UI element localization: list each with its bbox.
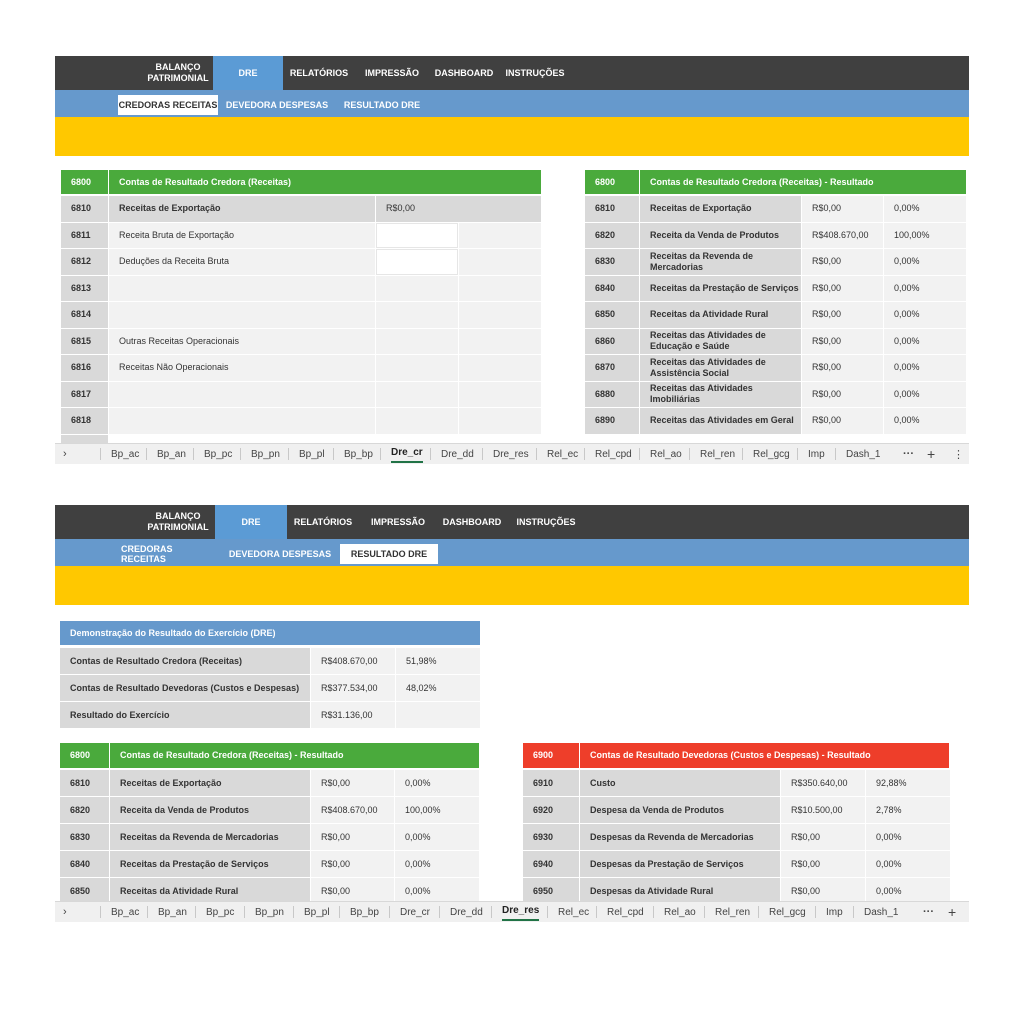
sheet-tab-bar [55, 901, 969, 922]
top-navigation [55, 505, 969, 539]
account-value[interactable] [376, 302, 458, 328]
summary-label: Contas de Resultado Devedoras (Custos e Despesas) [60, 675, 310, 701]
account-code: 6890 [585, 408, 639, 434]
sub-navigation [55, 539, 969, 566]
sheet-tab-imp[interactable]: Imp [826, 906, 843, 918]
tab-separator [853, 906, 854, 918]
account-value-extra[interactable] [459, 408, 541, 434]
account-percent: 0,00% [884, 329, 966, 355]
account-percent: 92,88% [866, 770, 950, 796]
summary-value: R$377.534,00 [311, 675, 395, 701]
tab-separator [704, 906, 705, 918]
tab-separator [333, 448, 334, 460]
tab-separator [536, 448, 537, 460]
subnav-resultado-dre[interactable]: RESULTADO DRE [340, 544, 438, 564]
tab-separator [439, 906, 440, 918]
account-value: R$0,00 [802, 196, 883, 222]
account-code: 6830 [585, 249, 639, 275]
account-label: Despesas da Revenda de Mercadorias [580, 824, 780, 850]
account-code: 6814 [61, 302, 108, 328]
tab-separator [491, 906, 492, 918]
account-code: 6880 [585, 382, 639, 408]
summary-title: Demonstração do Resultado do Exercício (DRE) [60, 621, 480, 645]
tab-separator [547, 906, 548, 918]
sheet-tab-dash-1[interactable]: Dash_1 [864, 906, 899, 918]
account-label: Despesa da Venda de Produtos [580, 797, 780, 823]
table-header-code: 6800 [61, 170, 108, 194]
account-value: R$0,00 [802, 382, 883, 408]
nav-balanco-patrimonial[interactable]: BALANÇO PATRIMONIAL [147, 511, 209, 532]
account-label[interactable]: Deduções da Receita Bruta [109, 249, 375, 275]
subnav-resultado-dre[interactable]: RESULTADO DRE [343, 100, 421, 110]
tab-separator [835, 448, 836, 460]
account-code: 6820 [585, 223, 639, 249]
sheet-tab-bp-pn[interactable]: Bp_pn [255, 906, 284, 918]
subnav-devedora-despesas[interactable]: DEVEDORA DESPESAS [225, 100, 329, 110]
account-percent: 0,00% [884, 276, 966, 302]
yellow-banner [55, 117, 969, 156]
account-code: 6820 [60, 797, 109, 823]
account-value: R$0,00 [781, 851, 865, 877]
sheet-tab-bp-ac[interactable]: Bp_ac [111, 906, 140, 918]
sheet-tab-dre-res[interactable]: Dre_res [502, 902, 539, 921]
account-percent: 0,00% [395, 824, 479, 850]
account-value[interactable]: R$0,00 [376, 196, 541, 222]
account-label: Receitas das Atividades de Educação e Saúde [640, 329, 801, 355]
account-code: 6910 [523, 770, 579, 796]
account-value: R$0,00 [311, 851, 394, 877]
account-value-extra[interactable] [459, 249, 541, 275]
tab-separator [758, 906, 759, 918]
account-label: Receitas da Prestação de Serviços [110, 851, 310, 877]
account-label[interactable] [109, 276, 375, 302]
nav-impressao[interactable]: IMPRESSÃO [364, 67, 419, 78]
account-label: Receitas da Revenda de Mercadorias [110, 824, 310, 850]
account-value-extra[interactable] [459, 302, 541, 328]
account-code: 6870 [585, 355, 639, 381]
account-percent: 0,00% [884, 355, 966, 381]
account-label[interactable]: Outras Receitas Operacionais [109, 329, 375, 355]
tab-separator [147, 906, 148, 918]
summary-label: Contas de Resultado Credora (Receitas) [60, 648, 310, 674]
account-value: R$0,00 [802, 249, 883, 275]
account-label: Despesas da Atividade Rural [580, 878, 780, 904]
account-percent: 2,78% [866, 797, 950, 823]
account-label[interactable]: Receitas Não Operacionais [109, 355, 375, 381]
account-value: R$0,00 [311, 878, 394, 904]
sheet-tab-rel-ao[interactable]: Rel_ao [650, 448, 682, 460]
table-header-title: Contas de Resultado Credora (Receitas) - Resultado [640, 170, 966, 194]
account-value: R$0,00 [781, 824, 865, 850]
account-code: 6810 [585, 196, 639, 222]
top-navigation [55, 56, 969, 90]
sheet-tab-dash-1[interactable]: Dash_1 [846, 448, 881, 460]
sheet-tab-rel-gcg[interactable]: Rel_gcg [753, 448, 790, 460]
account-value: R$350.640,00 [781, 770, 865, 796]
tab-separator [293, 906, 294, 918]
nav-dre[interactable]: DRE [215, 505, 287, 539]
account-code: 6816 [61, 355, 108, 381]
tab-separator [339, 906, 340, 918]
account-label: Receitas das Atividades em Geral [640, 408, 801, 434]
sheet-tab-imp[interactable]: Imp [808, 448, 825, 460]
chevron-right-icon[interactable]: › [63, 906, 67, 918]
tab-separator [193, 448, 194, 460]
tab-separator [244, 906, 245, 918]
account-percent: 0,00% [866, 851, 950, 877]
account-code: 6850 [585, 302, 639, 328]
sheet-tab-rel-ren[interactable]: Rel_ren [700, 448, 736, 460]
tab-separator [100, 448, 101, 460]
summary-value: R$408.670,00 [311, 648, 395, 674]
account-percent: 0,00% [395, 851, 479, 877]
account-label: Receitas da Atividade Rural [640, 302, 801, 328]
account-label: Receita da Venda de Produtos [110, 797, 310, 823]
account-code: 6818 [61, 408, 108, 434]
add-sheet-icon[interactable]: + [948, 904, 957, 920]
account-value: R$10.500,00 [781, 797, 865, 823]
account-code: 6815 [61, 329, 108, 355]
account-percent: 0,00% [395, 770, 479, 796]
yellow-banner [55, 566, 969, 605]
nav-instrucoes[interactable]: INSTRUÇÕES [505, 67, 565, 78]
account-value-extra[interactable] [459, 223, 541, 249]
add-sheet-icon[interactable]: + [927, 446, 936, 462]
account-value[interactable] [376, 329, 458, 355]
sheet-tab-bp-bp[interactable]: Bp_bp [344, 448, 373, 460]
sheet-tab-bp-pc[interactable]: Bp_pc [206, 906, 235, 918]
account-code: 6840 [585, 276, 639, 302]
more-icon[interactable]: ··· [923, 906, 934, 918]
nav-relatorios[interactable]: RELATÓRIOS [289, 67, 349, 78]
tab-separator [288, 448, 289, 460]
sheet-tab-rel-cpd[interactable]: Rel_cpd [595, 448, 632, 460]
table-header-code: 6800 [585, 170, 639, 194]
subnav-credoras-receitas[interactable]: CREDORAS RECEITAS [118, 95, 218, 115]
sheet-tab-bp-pn[interactable]: Bp_pn [251, 448, 280, 460]
summary-percent [396, 702, 480, 728]
sheet-tab-dre-res[interactable]: Dre_res [493, 448, 529, 460]
tab-separator [689, 448, 690, 460]
nav-balanco-patrimonial[interactable]: BALANÇO PATRIMONIAL [147, 62, 209, 83]
account-percent: 0,00% [884, 408, 966, 434]
summary-percent: 48,02% [396, 675, 480, 701]
account-code: 6817 [61, 382, 108, 408]
account-value[interactable] [376, 382, 458, 408]
account-value-extra[interactable] [459, 355, 541, 381]
account-percent: 0,00% [395, 878, 479, 904]
dre-credoras-panel [55, 56, 969, 464]
dre-resultado-panel [55, 505, 969, 921]
tab-separator [482, 448, 483, 460]
summary-percent: 51,98% [396, 648, 480, 674]
account-label: Receitas das Atividades Imobiliárias [640, 382, 801, 408]
account-value-extra[interactable] [459, 276, 541, 302]
tab-separator [596, 906, 597, 918]
summary-label: Resultado do Exercício [60, 702, 310, 728]
account-label: Receitas das Atividades de Assistência Social [640, 355, 801, 381]
account-code: 6920 [523, 797, 579, 823]
sheet-tab-bp-pc[interactable]: Bp_pc [204, 448, 233, 460]
table-header-title: Contas de Resultado Devedoras (Custos e Despesas) - Resultado [580, 743, 949, 768]
account-value[interactable] [376, 408, 458, 434]
account-code: 6860 [585, 329, 639, 355]
sheet-tab-dre-dd[interactable]: Dre_dd [450, 906, 483, 918]
tab-separator [797, 448, 798, 460]
nav-relatorios[interactable]: RELATÓRIOS [293, 516, 353, 527]
account-label[interactable]: Receitas de Exportação [109, 196, 375, 222]
tab-separator [584, 448, 585, 460]
account-value: R$0,00 [802, 329, 883, 355]
tab-separator [815, 906, 816, 918]
table-header-title: Contas de Resultado Credora (Receitas) - Resultado [110, 743, 479, 768]
account-value[interactable] [376, 223, 458, 249]
account-code: 6850 [60, 878, 109, 904]
account-value: R$408.670,00 [311, 797, 394, 823]
account-label: Receitas da Revenda de Mercadorias [640, 249, 801, 275]
account-label: Despesas da Prestação de Serviços [580, 851, 780, 877]
account-percent: 0,00% [884, 196, 966, 222]
account-value: R$0,00 [311, 770, 394, 796]
tab-separator [430, 448, 431, 460]
account-value[interactable] [376, 355, 458, 381]
sheet-tab-bp-pl[interactable]: Bp_pl [299, 448, 325, 460]
account-percent: 0,00% [884, 249, 966, 275]
account-code: 6813 [61, 276, 108, 302]
account-code: 6930 [523, 824, 579, 850]
nav-dashboard[interactable]: DASHBOARD [434, 67, 494, 78]
nav-impressao[interactable]: IMPRESSÃO [370, 516, 425, 527]
options-icon[interactable]: ⋮ [953, 448, 964, 461]
account-label: Custo [580, 770, 780, 796]
sheet-tab-dre-cr[interactable]: Dre_cr [400, 906, 431, 918]
account-percent: 100,00% [395, 797, 479, 823]
more-icon[interactable]: ··· [903, 448, 914, 460]
account-code: 6940 [523, 851, 579, 877]
account-percent: 0,00% [866, 878, 950, 904]
subnav-credoras-receitas[interactable]: CREDORAS RECEITAS [121, 544, 173, 564]
account-value: R$0,00 [802, 302, 883, 328]
tab-separator [146, 448, 147, 460]
tab-separator [195, 906, 196, 918]
tab-separator [380, 448, 381, 460]
account-label[interactable] [109, 382, 375, 408]
table-header-code: 6900 [523, 743, 579, 768]
account-label: Receita da Venda de Produtos [640, 223, 801, 249]
account-value-extra[interactable] [459, 382, 541, 408]
account-value: R$408.670,00 [802, 223, 883, 249]
sheet-tab-bar [55, 443, 969, 464]
sheet-tab-bp-an[interactable]: Bp_an [157, 448, 186, 460]
account-code: 6811 [61, 223, 108, 249]
sheet-tab-bp-pl[interactable]: Bp_pl [304, 906, 330, 918]
account-code: 6840 [60, 851, 109, 877]
account-percent: 100,00% [884, 223, 966, 249]
account-value: R$0,00 [802, 408, 883, 434]
tab-separator [240, 448, 241, 460]
table-header-title: Contas de Resultado Credora (Receitas) [109, 170, 541, 194]
account-code: 6830 [60, 824, 109, 850]
sheet-tab-bp-ac[interactable]: Bp_ac [111, 448, 140, 460]
sub-navigation [55, 90, 969, 117]
sheet-tab-bp-bp[interactable]: Bp_bp [350, 906, 379, 918]
sheet-tab-bp-an[interactable]: Bp_an [158, 906, 187, 918]
sheet-tab-rel-cpd[interactable]: Rel_cpd [607, 906, 644, 918]
account-value: R$0,00 [781, 878, 865, 904]
sheet-tab-rel-ec[interactable]: Rel_ec [558, 906, 590, 918]
account-label: Receitas da Atividade Rural [110, 878, 310, 904]
sheet-tab-dre-dd[interactable]: Dre_dd [441, 448, 474, 460]
tab-separator [100, 906, 101, 918]
account-value: R$0,00 [311, 824, 394, 850]
summary-value: R$31.136,00 [311, 702, 395, 728]
account-value[interactable] [376, 276, 458, 302]
tab-separator [389, 906, 390, 918]
sheet-tab-dre-cr[interactable]: Dre_cr [391, 444, 423, 463]
chevron-right-icon[interactable]: › [63, 448, 67, 460]
subnav-devedora-despesas[interactable]: DEVEDORA DESPESAS [228, 549, 332, 559]
account-value: R$0,00 [802, 276, 883, 302]
sheet-tab-rel-gcg[interactable]: Rel_gcg [769, 906, 806, 918]
sheet-tab-rel-ren[interactable]: Rel_ren [715, 906, 751, 918]
sheet-tab-rel-ec[interactable]: Rel_ec [547, 448, 579, 460]
sheet-tab-rel-ao[interactable]: Rel_ao [664, 906, 696, 918]
account-code-partial [61, 435, 108, 443]
tab-separator [639, 448, 640, 460]
account-code: 6810 [60, 770, 109, 796]
account-value[interactable] [376, 249, 458, 275]
account-code: 6812 [61, 249, 108, 275]
account-percent: 0,00% [866, 824, 950, 850]
nav-dre[interactable]: DRE [213, 56, 283, 90]
account-code: 6950 [523, 878, 579, 904]
account-label: Receitas de Exportação [110, 770, 310, 796]
account-label[interactable] [109, 302, 375, 328]
table-header-code: 6800 [60, 743, 109, 768]
account-label: Receitas da Prestação de Serviços [640, 276, 801, 302]
account-label[interactable] [109, 408, 375, 434]
account-percent: 0,00% [884, 302, 966, 328]
nav-dashboard[interactable]: DASHBOARD [442, 516, 502, 527]
account-value-extra[interactable] [459, 329, 541, 355]
tab-separator [653, 906, 654, 918]
account-label[interactable]: Receita Bruta de Exportação [109, 223, 375, 249]
tab-separator [742, 448, 743, 460]
account-code: 6810 [61, 196, 108, 222]
nav-instrucoes[interactable]: INSTRUÇÕES [516, 516, 576, 527]
account-percent: 0,00% [884, 382, 966, 408]
account-value: R$0,00 [802, 355, 883, 381]
account-label: Receitas de Exportação [640, 196, 801, 222]
